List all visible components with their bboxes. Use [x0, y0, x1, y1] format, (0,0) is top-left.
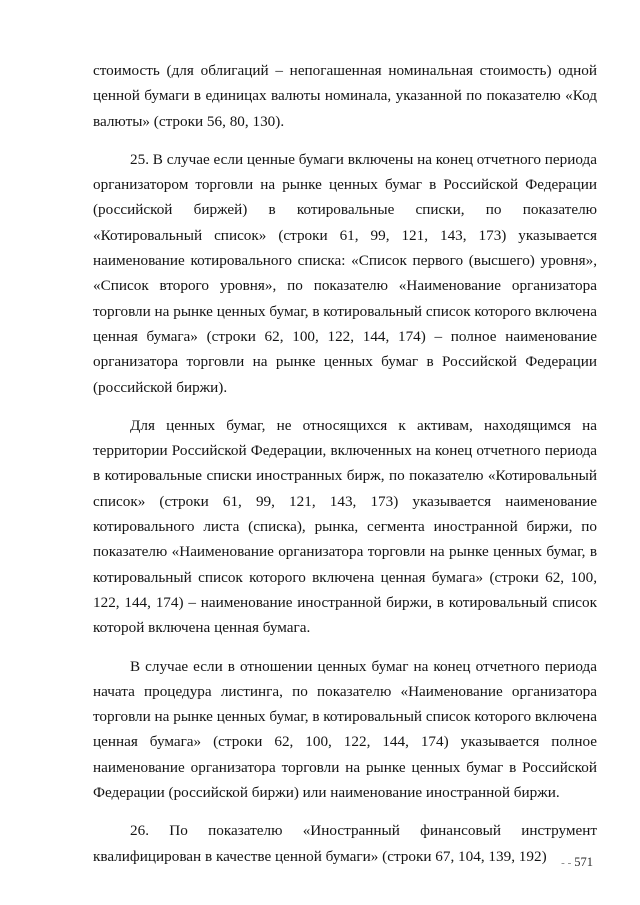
paragraph-continuation: стоимость (для облигаций – непогашенная номинальная стоимость) одной ценной бумаги в единицах валюты номинала, указанной по показателю «Код валюты» (строки 56, 80, 130).: [93, 62, 597, 130]
body-text: [93, 58, 597, 882]
paragraph-item-26: 26. По показателю «Иностранный финансовый инструмент квалифицирован в качестве ценной бумаги» (строки 67, 104, 139, 192): [93, 822, 597, 865]
paragraph-listing-procedure: В случае если в отношении ценных бумаг на конец отчетного периода начата процедура листинга, по показателю «Наименование организатора торговли на рынке ценных бумаг, в котировальный список которого включена ценная бумага» (строки 62, 100, 122, 144, 174) указывается полное наименование организатора торговли на рынке ценных бумаг в Российской Федерации (российской биржи) или наименование иностранной биржи.: [93, 657, 597, 802]
paragraph-foreign-exchanges: Для ценных бумаг, не относящихся к активам, находящимся на территории Российской Федерации, включенных на конец отчетного периода в котировальные списки иностранных бирж, по показателю «Котировальный список» (строки 61, 99, 121, 143, 173) указывается наименование котировального листа (списка), рынка, сегмента иностранной биржи, по показателю «Наименование организатора торговли на рынке ценных бумаг, в котировальный список которого включена ценная бумага» (строки 62, 100, 122, 144, 174) – наименование иностранной биржи, в котировальный список которой включена ценная бумага.: [93, 416, 597, 637]
page-number: 571: [574, 855, 593, 869]
page-footer: [561, 855, 593, 870]
paragraph-item-25: 25. В случае если ценные бумаги включены на конец отчетного периода организатором торговли на рынке ценных бумаг в Российской Федерации (российской биржей) в котировальные списки, по показателю «Котировальный список» (строки 61, 99, 121, 143, 173) указывается наименование котировального списка: «Список первого (высшего) уровня», «Список второго уровня», по показателю «Наименование организатора торговли на рынке ценных бумаг, в котировальный список которого включена ценная бумага» (строки 62, 100, 122, 144, 174) – полное наименование организатора торговли на рынке ценных бумаг в Российской Федерации (российской биржи).: [93, 150, 597, 396]
page-marks: - -: [561, 857, 572, 869]
